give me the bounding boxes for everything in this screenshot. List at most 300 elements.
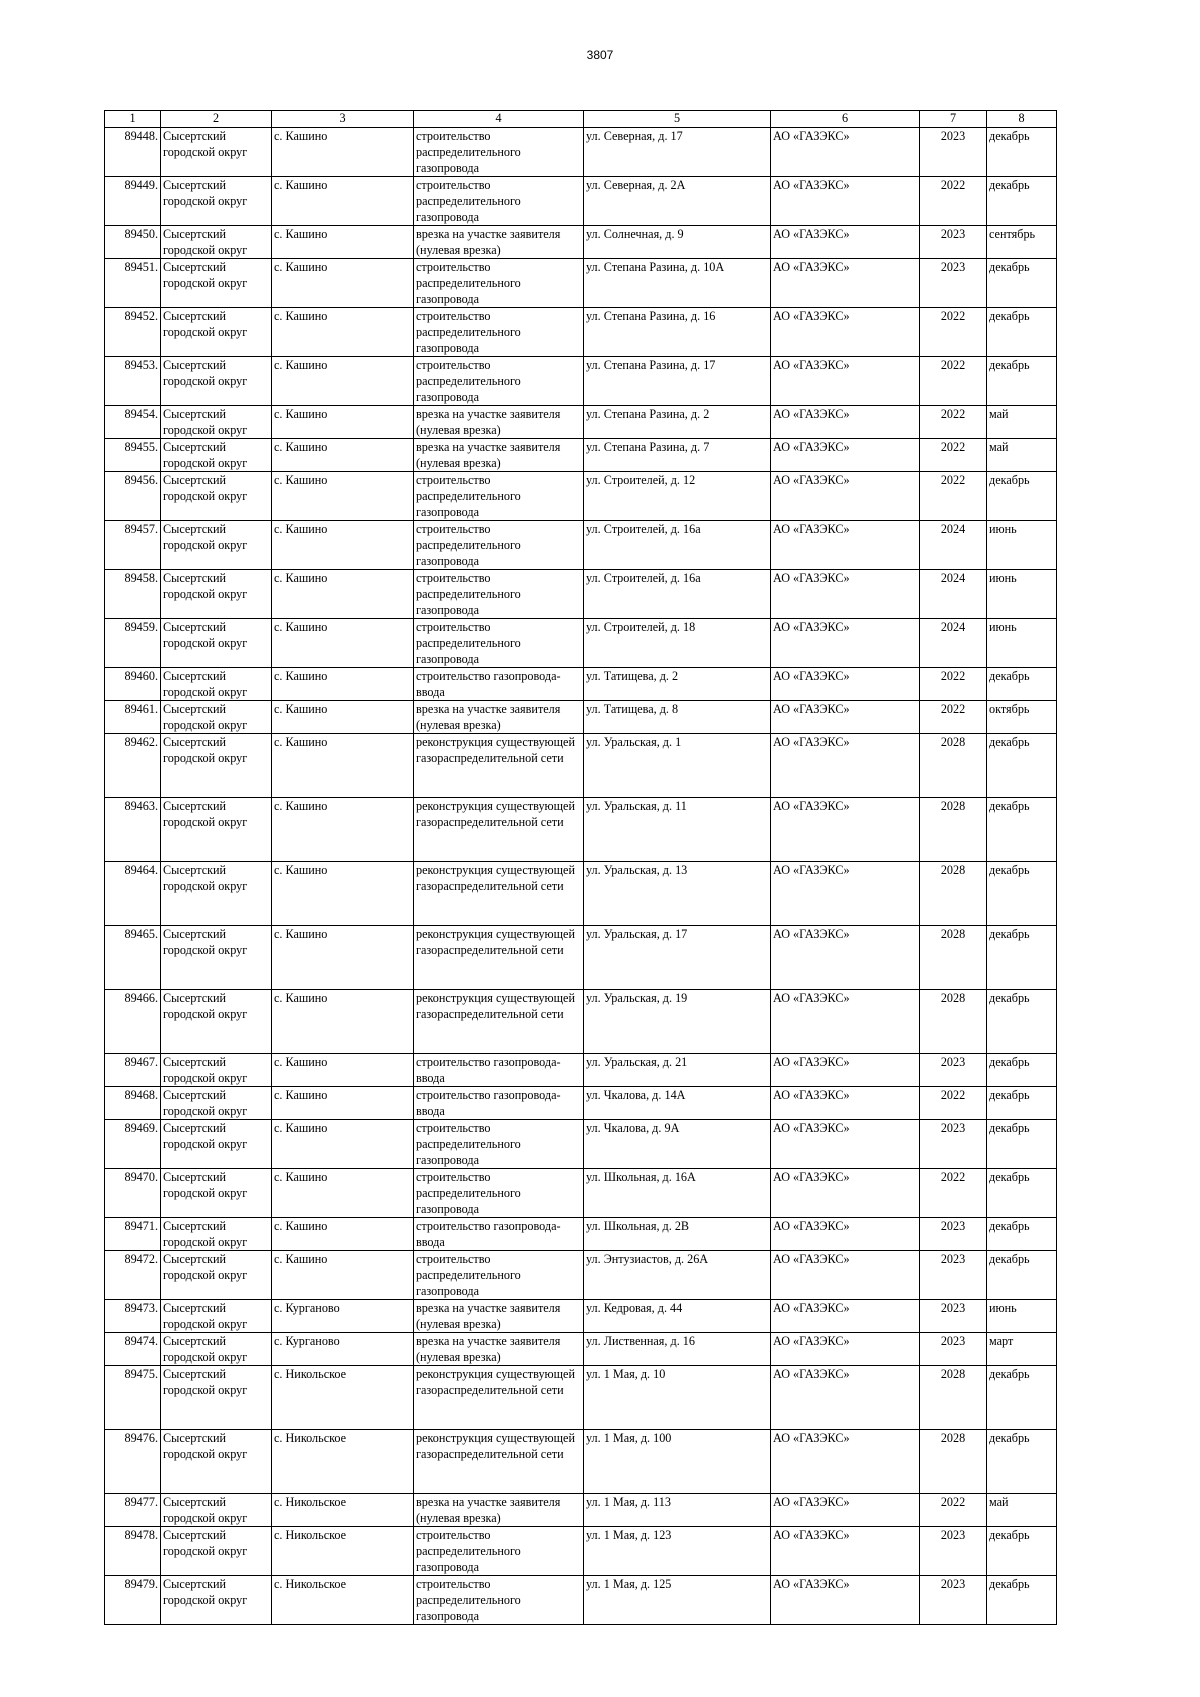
organization-cell: АО «ГАЗЭКС» bbox=[771, 357, 920, 406]
work-type-cell: строительство газопровода-ввода bbox=[414, 668, 584, 701]
address-cell: ул. Чкалова, д. 9А bbox=[584, 1120, 771, 1169]
month-cell: декабрь bbox=[987, 668, 1057, 701]
address-cell: ул. Степана Разина, д. 17 bbox=[584, 357, 771, 406]
work-type-cell: строительство распределительного газопровода bbox=[414, 1120, 584, 1169]
table-row bbox=[105, 1333, 1057, 1366]
district-cell: Сысертский городской округ bbox=[161, 259, 272, 308]
settlement-cell: с. Кашино bbox=[272, 226, 414, 259]
settlement-cell: с. Курганово bbox=[272, 1333, 414, 1366]
work-type-cell: строительство распределительного газопровода bbox=[414, 1576, 584, 1625]
month-cell: май bbox=[987, 1494, 1057, 1527]
year-cell: 2028 bbox=[920, 1430, 987, 1494]
table-row bbox=[105, 798, 1057, 862]
year-cell: 2022 bbox=[920, 406, 987, 439]
organization-cell: АО «ГАЗЭКС» bbox=[771, 668, 920, 701]
address-cell: ул. Степана Разина, д. 10А bbox=[584, 259, 771, 308]
table-row bbox=[105, 521, 1057, 570]
month-cell: октябрь bbox=[987, 701, 1057, 734]
year-cell: 2023 bbox=[920, 1300, 987, 1333]
table-row bbox=[105, 1251, 1057, 1300]
table-row bbox=[105, 1300, 1057, 1333]
work-type-cell: реконструкция существующей газораспределительной сети bbox=[414, 1366, 584, 1430]
settlement-cell: с. Кашино bbox=[272, 308, 414, 357]
work-type-cell: строительство распределительного газопровода bbox=[414, 619, 584, 668]
address-cell: ул. Солнечная, д. 9 bbox=[584, 226, 771, 259]
year-cell: 2028 bbox=[920, 798, 987, 862]
work-type-cell: строительство газопровода-ввода bbox=[414, 1087, 584, 1120]
work-type-cell: строительство распределительного газопровода bbox=[414, 570, 584, 619]
district-cell: Сысертский городской округ bbox=[161, 1251, 272, 1300]
row-number: 89448. bbox=[105, 128, 161, 177]
district-cell: Сысертский городской округ bbox=[161, 734, 272, 798]
month-cell: декабрь bbox=[987, 308, 1057, 357]
table-row bbox=[105, 1087, 1057, 1120]
district-cell: Сысертский городской округ bbox=[161, 472, 272, 521]
settlement-cell: с. Кашино bbox=[272, 798, 414, 862]
organization-cell: АО «ГАЗЭКС» bbox=[771, 1527, 920, 1576]
month-cell: декабрь bbox=[987, 1218, 1057, 1251]
year-cell: 2022 bbox=[920, 1169, 987, 1218]
district-cell: Сысертский городской округ bbox=[161, 1054, 272, 1087]
district-cell: Сысертский городской округ bbox=[161, 926, 272, 990]
row-number: 89474. bbox=[105, 1333, 161, 1366]
row-number: 89464. bbox=[105, 862, 161, 926]
table-row bbox=[105, 226, 1057, 259]
district-cell: Сысертский городской округ bbox=[161, 128, 272, 177]
table-row bbox=[105, 734, 1057, 798]
address-cell: ул. Степана Разина, д. 16 bbox=[584, 308, 771, 357]
month-cell: июнь bbox=[987, 570, 1057, 619]
table-row bbox=[105, 619, 1057, 668]
organization-cell: АО «ГАЗЭКС» bbox=[771, 521, 920, 570]
district-cell: Сысертский городской округ bbox=[161, 1300, 272, 1333]
address-cell: ул. Уральская, д. 17 bbox=[584, 926, 771, 990]
month-cell: декабрь bbox=[987, 1527, 1057, 1576]
settlement-cell: с. Никольское bbox=[272, 1527, 414, 1576]
month-cell: декабрь bbox=[987, 1054, 1057, 1087]
month-cell: май bbox=[987, 439, 1057, 472]
month-cell: декабрь bbox=[987, 1087, 1057, 1120]
organization-cell: АО «ГАЗЭКС» bbox=[771, 259, 920, 308]
row-number: 89477. bbox=[105, 1494, 161, 1527]
year-cell: 2023 bbox=[920, 1218, 987, 1251]
organization-cell: АО «ГАЗЭКС» bbox=[771, 926, 920, 990]
row-number: 89453. bbox=[105, 357, 161, 406]
month-cell: декабрь bbox=[987, 1169, 1057, 1218]
settlement-cell: с. Кашино bbox=[272, 1251, 414, 1300]
settlement-cell: с. Кашино bbox=[272, 259, 414, 308]
row-number: 89461. bbox=[105, 701, 161, 734]
work-type-cell: реконструкция существующей газораспределительной сети bbox=[414, 798, 584, 862]
organization-cell: АО «ГАЗЭКС» bbox=[771, 619, 920, 668]
address-cell: ул. 1 Мая, д. 125 bbox=[584, 1576, 771, 1625]
header-row bbox=[105, 111, 1057, 128]
table-row bbox=[105, 259, 1057, 308]
district-cell: Сысертский городской округ bbox=[161, 226, 272, 259]
column-header: 4 bbox=[414, 111, 584, 128]
address-cell: ул. Уральская, д. 19 bbox=[584, 990, 771, 1054]
table-row bbox=[105, 862, 1057, 926]
address-cell: ул. 1 Мая, д. 113 bbox=[584, 1494, 771, 1527]
settlement-cell: с. Никольское bbox=[272, 1366, 414, 1430]
row-number: 89470. bbox=[105, 1169, 161, 1218]
district-cell: Сысертский городской округ bbox=[161, 1120, 272, 1169]
year-cell: 2022 bbox=[920, 701, 987, 734]
month-cell: декабрь bbox=[987, 259, 1057, 308]
column-header: 6 bbox=[771, 111, 920, 128]
year-cell: 2022 bbox=[920, 472, 987, 521]
settlement-cell: с. Кашино bbox=[272, 177, 414, 226]
settlement-cell: с. Кашино bbox=[272, 521, 414, 570]
month-cell: декабрь bbox=[987, 1430, 1057, 1494]
month-cell: декабрь bbox=[987, 1576, 1057, 1625]
work-type-cell: врезка на участке заявителя (нулевая врезка) bbox=[414, 439, 584, 472]
year-cell: 2023 bbox=[920, 1527, 987, 1576]
month-cell: декабрь bbox=[987, 734, 1057, 798]
work-type-cell: врезка на участке заявителя (нулевая врезка) bbox=[414, 406, 584, 439]
work-type-cell: строительство распределительного газопровода bbox=[414, 472, 584, 521]
work-type-cell: врезка на участке заявителя (нулевая врезка) bbox=[414, 701, 584, 734]
district-cell: Сысертский городской округ bbox=[161, 1430, 272, 1494]
year-cell: 2023 bbox=[920, 1576, 987, 1625]
row-number: 89463. bbox=[105, 798, 161, 862]
organization-cell: АО «ГАЗЭКС» bbox=[771, 798, 920, 862]
table-row bbox=[105, 1494, 1057, 1527]
month-cell: июнь bbox=[987, 619, 1057, 668]
month-cell: декабрь bbox=[987, 926, 1057, 990]
organization-cell: АО «ГАЗЭКС» bbox=[771, 1300, 920, 1333]
district-cell: Сысертский городской округ bbox=[161, 177, 272, 226]
address-cell: ул. Уральская, д. 13 bbox=[584, 862, 771, 926]
district-cell: Сысертский городской округ bbox=[161, 1494, 272, 1527]
month-cell: декабрь bbox=[987, 128, 1057, 177]
organization-cell: АО «ГАЗЭКС» bbox=[771, 990, 920, 1054]
settlement-cell: с. Кашино bbox=[272, 472, 414, 521]
work-type-cell: реконструкция существующей газораспределительной сети bbox=[414, 990, 584, 1054]
address-cell: ул. Энтузиастов, д. 26А bbox=[584, 1251, 771, 1300]
organization-cell: АО «ГАЗЭКС» bbox=[771, 406, 920, 439]
year-cell: 2028 bbox=[920, 926, 987, 990]
work-type-cell: реконструкция существующей газораспределительной сети bbox=[414, 1430, 584, 1494]
settlement-cell: с. Курганово bbox=[272, 1300, 414, 1333]
row-number: 89475. bbox=[105, 1366, 161, 1430]
settlement-cell: с. Кашино bbox=[272, 734, 414, 798]
organization-cell: АО «ГАЗЭКС» bbox=[771, 734, 920, 798]
address-cell: ул. Строителей, д. 18 bbox=[584, 619, 771, 668]
month-cell: декабрь bbox=[987, 862, 1057, 926]
year-cell: 2028 bbox=[920, 862, 987, 926]
year-cell: 2024 bbox=[920, 570, 987, 619]
organization-cell: АО «ГАЗЭКС» bbox=[771, 308, 920, 357]
work-type-cell: строительство распределительного газопровода bbox=[414, 128, 584, 177]
row-number: 89460. bbox=[105, 668, 161, 701]
work-type-cell: реконструкция существующей газораспределительной сети bbox=[414, 926, 584, 990]
settlement-cell: с. Никольское bbox=[272, 1576, 414, 1625]
year-cell: 2022 bbox=[920, 439, 987, 472]
table-row bbox=[105, 1527, 1057, 1576]
work-type-cell: строительство распределительного газопровода bbox=[414, 1251, 584, 1300]
year-cell: 2023 bbox=[920, 1333, 987, 1366]
month-cell: июнь bbox=[987, 1300, 1057, 1333]
year-cell: 2028 bbox=[920, 734, 987, 798]
organization-cell: АО «ГАЗЭКС» bbox=[771, 862, 920, 926]
district-cell: Сысертский городской округ bbox=[161, 619, 272, 668]
month-cell: сентябрь bbox=[987, 226, 1057, 259]
settlement-cell: с. Кашино bbox=[272, 570, 414, 619]
row-number: 89452. bbox=[105, 308, 161, 357]
organization-cell: АО «ГАЗЭКС» bbox=[771, 128, 920, 177]
settlement-cell: с. Кашино bbox=[272, 619, 414, 668]
settlement-cell: с. Никольское bbox=[272, 1430, 414, 1494]
column-header: 2 bbox=[161, 111, 272, 128]
address-cell: ул. Чкалова, д. 14А bbox=[584, 1087, 771, 1120]
year-cell: 2024 bbox=[920, 521, 987, 570]
district-cell: Сысертский городской округ bbox=[161, 1169, 272, 1218]
organization-cell: АО «ГАЗЭКС» bbox=[771, 472, 920, 521]
district-cell: Сысертский городской округ bbox=[161, 1087, 272, 1120]
address-cell: ул. Строителей, д. 16а bbox=[584, 570, 771, 619]
row-number: 89468. bbox=[105, 1087, 161, 1120]
address-cell: ул. Татищева, д. 8 bbox=[584, 701, 771, 734]
work-type-cell: врезка на участке заявителя (нулевая врезка) bbox=[414, 1300, 584, 1333]
year-cell: 2028 bbox=[920, 990, 987, 1054]
district-cell: Сысертский городской округ bbox=[161, 1366, 272, 1430]
organization-cell: АО «ГАЗЭКС» bbox=[771, 439, 920, 472]
month-cell: март bbox=[987, 1333, 1057, 1366]
row-number: 89469. bbox=[105, 1120, 161, 1169]
year-cell: 2022 bbox=[920, 177, 987, 226]
address-cell: ул. 1 Мая, д. 100 bbox=[584, 1430, 771, 1494]
table-row bbox=[105, 1576, 1057, 1625]
settlement-cell: с. Кашино bbox=[272, 1169, 414, 1218]
row-number: 89454. bbox=[105, 406, 161, 439]
settlement-cell: с. Кашино bbox=[272, 1087, 414, 1120]
settlement-cell: с. Кашино bbox=[272, 668, 414, 701]
table-row bbox=[105, 701, 1057, 734]
work-type-cell: врезка на участке заявителя (нулевая врезка) bbox=[414, 1494, 584, 1527]
year-cell: 2022 bbox=[920, 1087, 987, 1120]
work-type-cell: строительство распределительного газопровода bbox=[414, 1169, 584, 1218]
settlement-cell: с. Кашино bbox=[272, 357, 414, 406]
address-cell: ул. Строителей, д. 12 bbox=[584, 472, 771, 521]
settlement-cell: с. Кашино bbox=[272, 1218, 414, 1251]
row-number: 89462. bbox=[105, 734, 161, 798]
table-row bbox=[105, 990, 1057, 1054]
district-cell: Сысертский городской округ bbox=[161, 521, 272, 570]
month-cell: декабрь bbox=[987, 357, 1057, 406]
organization-cell: АО «ГАЗЭКС» bbox=[771, 1120, 920, 1169]
year-cell: 2022 bbox=[920, 1494, 987, 1527]
work-type-cell: врезка на участке заявителя (нулевая врезка) bbox=[414, 1333, 584, 1366]
organization-cell: АО «ГАЗЭКС» bbox=[771, 1494, 920, 1527]
district-cell: Сысертский городской округ bbox=[161, 1576, 272, 1625]
district-cell: Сысертский городской округ bbox=[161, 357, 272, 406]
work-type-cell: реконструкция существующей газораспределительной сети bbox=[414, 734, 584, 798]
month-cell: декабрь bbox=[987, 177, 1057, 226]
district-cell: Сысертский городской округ bbox=[161, 701, 272, 734]
address-cell: ул. Уральская, д. 21 bbox=[584, 1054, 771, 1087]
work-type-cell: строительство распределительного газопровода bbox=[414, 521, 584, 570]
row-number: 89472. bbox=[105, 1251, 161, 1300]
year-cell: 2023 bbox=[920, 1251, 987, 1300]
organization-cell: АО «ГАЗЭКС» bbox=[771, 226, 920, 259]
month-cell: декабрь bbox=[987, 1366, 1057, 1430]
settlement-cell: с. Кашино bbox=[272, 1120, 414, 1169]
year-cell: 2023 bbox=[920, 1120, 987, 1169]
month-cell: декабрь bbox=[987, 1251, 1057, 1300]
month-cell: декабрь bbox=[987, 798, 1057, 862]
address-cell: ул. 1 Мая, д. 123 bbox=[584, 1527, 771, 1576]
row-number: 89459. bbox=[105, 619, 161, 668]
organization-cell: АО «ГАЗЭКС» bbox=[771, 1366, 920, 1430]
work-type-cell: строительство распределительного газопровода bbox=[414, 177, 584, 226]
address-cell: ул. Уральская, д. 1 bbox=[584, 734, 771, 798]
address-cell: ул. 1 Мая, д. 10 bbox=[584, 1366, 771, 1430]
district-cell: Сысертский городской округ bbox=[161, 406, 272, 439]
district-cell: Сысертский городской округ bbox=[161, 570, 272, 619]
page-number: 3807 bbox=[586, 48, 614, 62]
district-cell: Сысертский городской округ bbox=[161, 668, 272, 701]
year-cell: 2024 bbox=[920, 619, 987, 668]
table-row bbox=[105, 1120, 1057, 1169]
row-number: 89457. bbox=[105, 521, 161, 570]
address-cell: ул. Строителей, д. 16а bbox=[584, 521, 771, 570]
work-type-cell: реконструкция существующей газораспределительной сети bbox=[414, 862, 584, 926]
row-number: 89455. bbox=[105, 439, 161, 472]
settlement-cell: с. Никольское bbox=[272, 1494, 414, 1527]
organization-cell: АО «ГАЗЭКС» bbox=[771, 1430, 920, 1494]
month-cell: декабрь bbox=[987, 472, 1057, 521]
settlement-cell: с. Кашино bbox=[272, 128, 414, 177]
settlement-cell: с. Кашино bbox=[272, 406, 414, 439]
table-row bbox=[105, 926, 1057, 990]
month-cell: декабрь bbox=[987, 990, 1057, 1054]
address-cell: ул. Уральская, д. 11 bbox=[584, 798, 771, 862]
settlement-cell: с. Кашино bbox=[272, 1054, 414, 1087]
year-cell: 2023 bbox=[920, 1054, 987, 1087]
year-cell: 2022 bbox=[920, 357, 987, 406]
year-cell: 2023 bbox=[920, 128, 987, 177]
table-row bbox=[105, 177, 1057, 226]
month-cell: декабрь bbox=[987, 1120, 1057, 1169]
address-cell: ул. Татищева, д. 2 bbox=[584, 668, 771, 701]
month-cell: июнь bbox=[987, 521, 1057, 570]
row-number: 89458. bbox=[105, 570, 161, 619]
organization-cell: АО «ГАЗЭКС» bbox=[771, 701, 920, 734]
row-number: 89465. bbox=[105, 926, 161, 990]
work-type-cell: строительство газопровода-ввода bbox=[414, 1054, 584, 1087]
organization-cell: АО «ГАЗЭКС» bbox=[771, 1218, 920, 1251]
address-cell: ул. Северная, д. 17 bbox=[584, 128, 771, 177]
table-row bbox=[105, 1366, 1057, 1430]
year-cell: 2023 bbox=[920, 226, 987, 259]
organization-cell: АО «ГАЗЭКС» bbox=[771, 1087, 920, 1120]
work-type-cell: строительство газопровода-ввода bbox=[414, 1218, 584, 1251]
table-row bbox=[105, 1169, 1057, 1218]
column-header: 3 bbox=[272, 111, 414, 128]
row-number: 89466. bbox=[105, 990, 161, 1054]
address-cell: ул. Лиственная, д. 16 bbox=[584, 1333, 771, 1366]
organization-cell: АО «ГАЗЭКС» bbox=[771, 1054, 920, 1087]
table-row bbox=[105, 308, 1057, 357]
column-header: 7 bbox=[920, 111, 987, 128]
table-row bbox=[105, 472, 1057, 521]
work-type-cell: строительство распределительного газопровода bbox=[414, 1527, 584, 1576]
column-header: 1 bbox=[105, 111, 161, 128]
year-cell: 2023 bbox=[920, 259, 987, 308]
district-cell: Сысертский городской округ bbox=[161, 1333, 272, 1366]
row-number: 89450. bbox=[105, 226, 161, 259]
organization-cell: АО «ГАЗЭКС» bbox=[771, 570, 920, 619]
settlement-cell: с. Кашино bbox=[272, 862, 414, 926]
organization-cell: АО «ГАЗЭКС» bbox=[771, 1576, 920, 1625]
gasification-table bbox=[104, 110, 1057, 1625]
district-cell: Сысертский городской округ bbox=[161, 1527, 272, 1576]
settlement-cell: с. Кашино bbox=[272, 439, 414, 472]
table-row bbox=[105, 406, 1057, 439]
table-row bbox=[105, 1430, 1057, 1494]
address-cell: ул. Школьная, д. 2В bbox=[584, 1218, 771, 1251]
settlement-cell: с. Кашино bbox=[272, 926, 414, 990]
organization-cell: АО «ГАЗЭКС» bbox=[771, 1251, 920, 1300]
work-type-cell: врезка на участке заявителя (нулевая врезка) bbox=[414, 226, 584, 259]
table-row bbox=[105, 439, 1057, 472]
row-number: 89473. bbox=[105, 1300, 161, 1333]
row-number: 89476. bbox=[105, 1430, 161, 1494]
work-type-cell: строительство распределительного газопровода bbox=[414, 357, 584, 406]
table-row bbox=[105, 1054, 1057, 1087]
table-row bbox=[105, 1218, 1057, 1251]
organization-cell: АО «ГАЗЭКС» bbox=[771, 1169, 920, 1218]
table-row bbox=[105, 357, 1057, 406]
address-cell: ул. Школьная, д. 16А bbox=[584, 1169, 771, 1218]
month-cell: май bbox=[987, 406, 1057, 439]
work-type-cell: строительство распределительного газопровода bbox=[414, 259, 584, 308]
district-cell: Сысертский городской округ bbox=[161, 990, 272, 1054]
district-cell: Сысертский городской округ bbox=[161, 862, 272, 926]
settlement-cell: с. Кашино bbox=[272, 990, 414, 1054]
row-number: 89449. bbox=[105, 177, 161, 226]
table-row bbox=[105, 570, 1057, 619]
work-type-cell: строительство распределительного газопровода bbox=[414, 308, 584, 357]
district-cell: Сысертский городской округ bbox=[161, 439, 272, 472]
address-cell: ул. Степана Разина, д. 7 bbox=[584, 439, 771, 472]
organization-cell: АО «ГАЗЭКС» bbox=[771, 1333, 920, 1366]
address-cell: ул. Степана Разина, д. 2 bbox=[584, 406, 771, 439]
address-cell: ул. Северная, д. 2А bbox=[584, 177, 771, 226]
row-number: 89456. bbox=[105, 472, 161, 521]
address-cell: ул. Кедровая, д. 44 bbox=[584, 1300, 771, 1333]
row-number: 89479. bbox=[105, 1576, 161, 1625]
row-number: 89471. bbox=[105, 1218, 161, 1251]
table-body bbox=[105, 128, 1057, 1625]
settlement-cell: с. Кашино bbox=[272, 701, 414, 734]
table-row bbox=[105, 668, 1057, 701]
organization-cell: АО «ГАЗЭКС» bbox=[771, 177, 920, 226]
row-number: 89451. bbox=[105, 259, 161, 308]
year-cell: 2028 bbox=[920, 1366, 987, 1430]
table-row bbox=[105, 128, 1057, 177]
row-number: 89467. bbox=[105, 1054, 161, 1087]
district-cell: Сысертский городской округ bbox=[161, 1218, 272, 1251]
column-header: 8 bbox=[987, 111, 1057, 128]
district-cell: Сысертский городской округ bbox=[161, 798, 272, 862]
year-cell: 2022 bbox=[920, 668, 987, 701]
year-cell: 2022 bbox=[920, 308, 987, 357]
district-cell: Сысертский городской округ bbox=[161, 308, 272, 357]
column-header: 5 bbox=[584, 111, 771, 128]
row-number: 89478. bbox=[105, 1527, 161, 1576]
